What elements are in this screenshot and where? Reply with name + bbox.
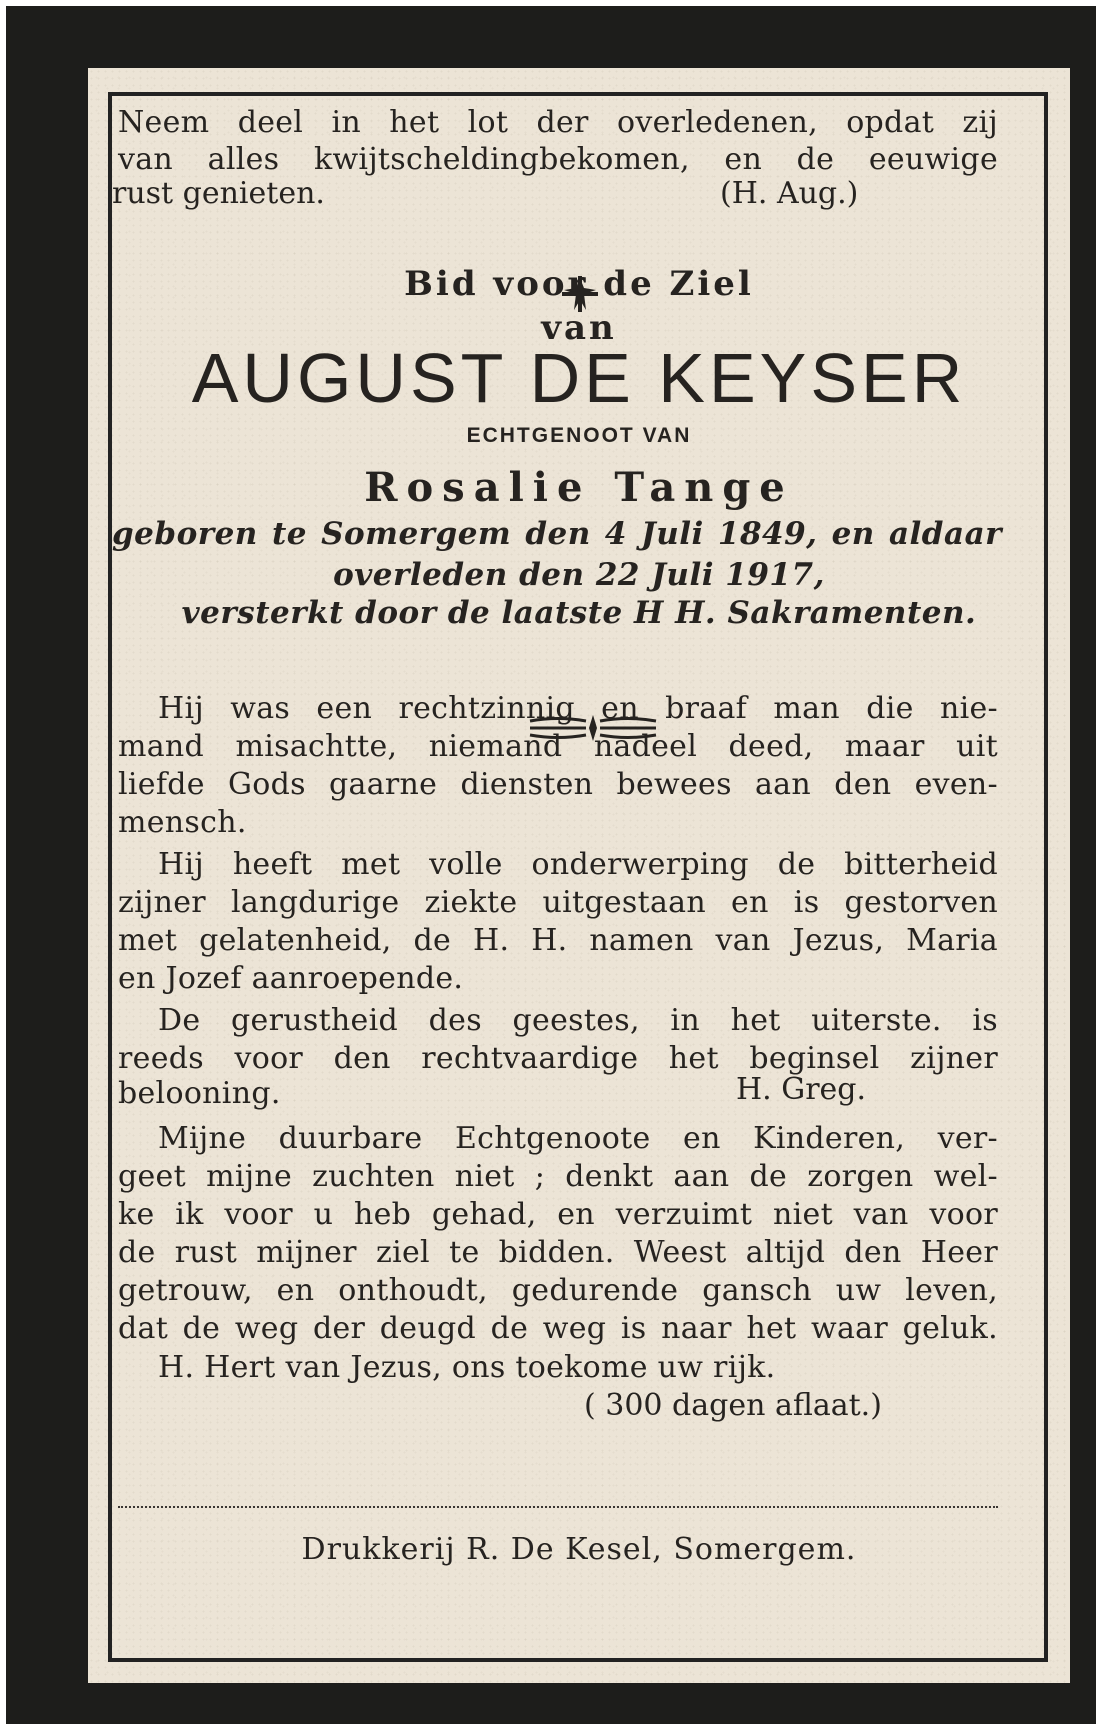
pray-for-soul-heading: Bid voor de Ziel [404, 264, 754, 304]
deceased-name: AUGUST DE KEYSER [191, 339, 967, 417]
van-heading: van [541, 308, 617, 348]
memorial-card-border [6, 6, 1096, 1724]
header-line-2: van alles kwijtscheldingbekomen, en de eeuwige [118, 142, 998, 177]
p3-line-3: belooning. [118, 1076, 281, 1111]
sacred-heart-prayer: H. Hert van Jezus, ons toekome uw rijk. [158, 1350, 776, 1385]
spouse-label: ECHTGENOOT VAN [466, 424, 692, 447]
p4-line-6: dat de weg der deugd de weg is naar het waar geluk. [118, 1311, 998, 1346]
memorial-card-paper [88, 68, 1070, 1683]
death-line: overleden den 22 Juli 1917, [333, 557, 825, 593]
p3-line-1: De gerustheid des geestes, in het uiterste. is [158, 1003, 998, 1038]
birth-line: geboren te Somergem den 4 Juli 1849, en aldaar [112, 516, 1002, 552]
p3-line-2: reeds voor den rechtvaardige het beginsel zijner [118, 1041, 998, 1076]
header-line-1: Neem deel in het lot der overledenen, opdat zij [118, 105, 998, 140]
indulgence-note: ( 300 dagen aflaat.) [584, 1388, 882, 1423]
p1-line-3: liefde Gods gaarne diensten bewees aan den even- [118, 767, 998, 802]
p2-line-3: met gelatenheid, de H. H. namen van Jezus, Maria [118, 923, 998, 958]
p4-line-3: ke ik voor u heb gehad, en verzuimt niet van voor [118, 1197, 998, 1232]
p4-line-2: geet mijne zuchten niet ; denkt aan de zorgen wel- [118, 1159, 998, 1194]
p4-line-4: de rust mijner ziel te bidden. Weest altijd den Heer [118, 1235, 998, 1270]
p2-line-4: en Jozef aanroepende. [118, 961, 464, 996]
p4-line-5: getrouw, en onthoudt, gedurende gansch uw leven, [118, 1273, 998, 1308]
p1-line-1: Hij was een rechtzinnig en braaf man die nie- [158, 691, 998, 726]
p3-source: H. Greg. [736, 1072, 867, 1107]
p1-line-4: mensch. [118, 805, 247, 840]
header-source: (H. Aug.) [720, 176, 859, 211]
p1-line-2: mand misachtte, niemand nadeel deed, maar uit [118, 729, 998, 764]
sacraments-line: versterkt door de laatste H H. Sakramenten. [181, 595, 977, 631]
p4-line-1: Mijne duurbare Echtgenoote en Kinderen, ver- [158, 1121, 998, 1156]
footer-separator [118, 1506, 998, 1508]
spouse-name: Rosalie Tange [364, 464, 794, 511]
p2-line-2: zijner langdurige ziekte uitgestaan en is gestorven [118, 885, 998, 920]
p2-line-1: Hij heeft met volle onderwerping de bitterheid [158, 847, 998, 882]
header-line-3: rust genieten. [112, 176, 325, 211]
printer-credit: Drukkerij R. De Kesel, Somergem. [301, 1532, 857, 1567]
